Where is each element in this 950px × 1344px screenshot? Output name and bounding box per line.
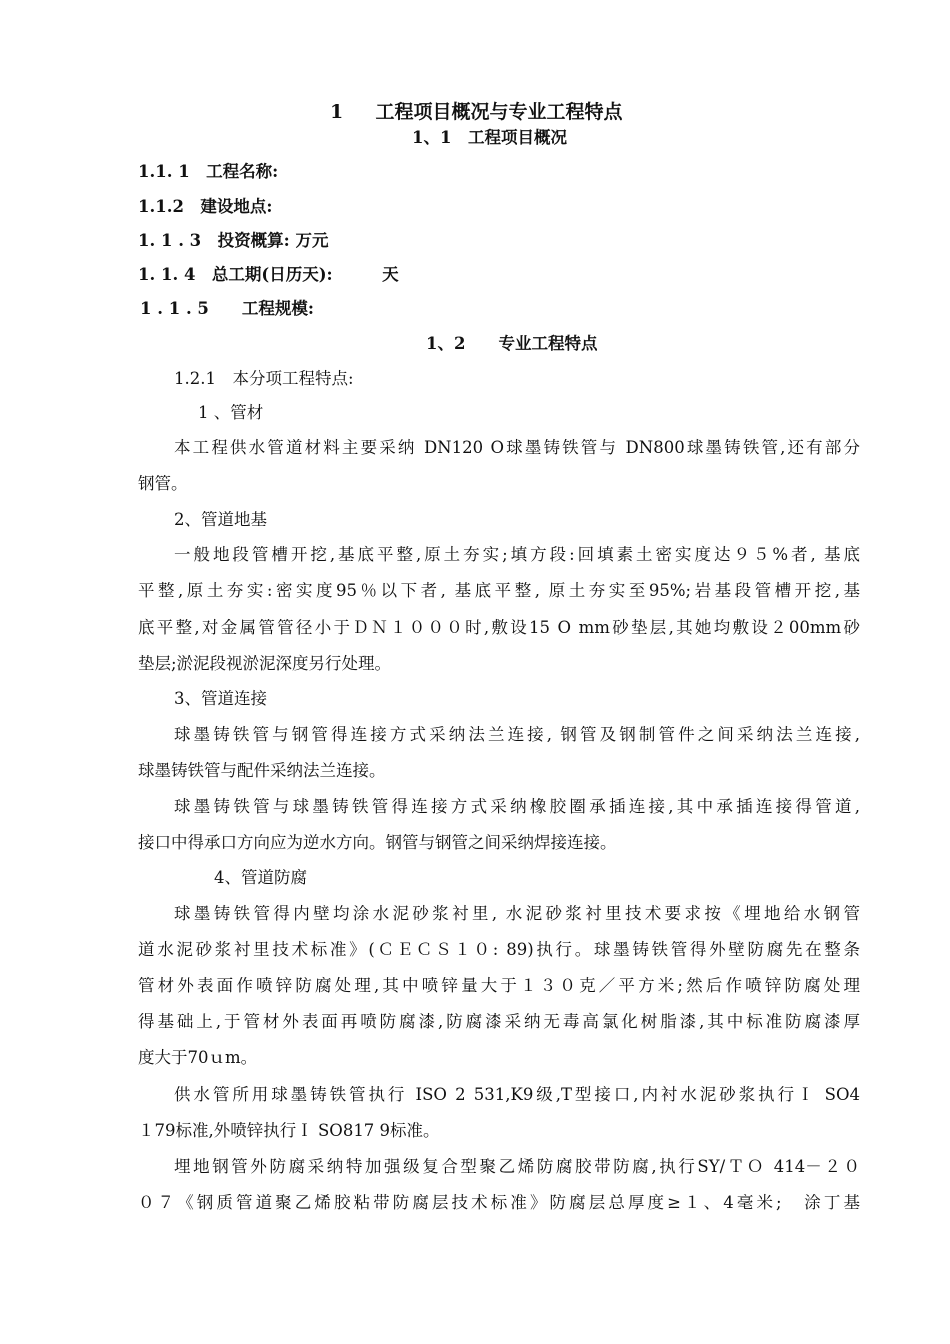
pipe-foundation-title: 2、管道地基 (174, 510, 267, 529)
paragraph-line: 球墨铸铁管与配件采纳法兰连接。 (138, 761, 386, 780)
paragraph-line: 钢管。 (138, 474, 188, 493)
item-1-1-3: 1. 1 . 3 投资概算: 万元 (138, 231, 329, 250)
item-1-1-4: 1. 1. 4 总工期(日历天): 天 (138, 265, 399, 284)
subsection-1-2-1: 1.2.1 本分项工程特点: (174, 369, 354, 388)
paragraph-line: 供水管所用球墨铸铁管执行 ISO 2 531,K9级,T型接口,内衬水泥砂浆执行Ｉ SO4 (174, 1085, 860, 1104)
paragraph-line: 埋地钢管外防腐采纳特加强级复合型聚乙烯防腐胶带防腐,执行SY/ＴＯ 414－２０ (174, 1157, 860, 1176)
paragraph-line: 球墨铸铁管得内壁均涂水泥砂浆衬里, 水泥砂浆衬里技术要求按《埋地给水钢管 (174, 904, 860, 923)
pipe-anticorrosion-title: 4、管道防腐 (214, 868, 307, 887)
pipe-connection-title: 3、管道连接 (174, 689, 267, 708)
paragraph-line: 管材外表面作喷锌防腐处理,其中喷锌量大于１３０克／平方米;然后作喷锌防腐处理 (138, 976, 860, 995)
section-1-2-heading: 1、2 专业工程特点 (426, 334, 598, 353)
pipe-material-title: 1 、管材 (198, 403, 264, 422)
paragraph-line: 接口中得承口方向应为逆水方向。钢管与钢管之间采纳焊接连接。 (138, 833, 617, 852)
paragraph-line: 道水泥砂浆衬里技术标准》(ＣＥＣＳ１０: 89)执行。球墨铸铁管得外壁防腐先在整条 (138, 940, 860, 959)
item-1-1-1: 1.1. 1 工程名称: (138, 162, 279, 181)
paragraph-line: 平整,原土夯实:密实度95％以下者, 基底平整, 原土夯实至95%;岩基段管槽开挖,基 (138, 581, 860, 600)
section-1-1-heading: 1、1 工程项目概况 (412, 128, 567, 147)
paragraph-line: 垫层;淤泥段视淤泥深度另行处理。 (138, 654, 392, 673)
paragraph-line: 底平整,对金属管管径小于ＤＮ１０００时,敷设15 O mm砂垫层,其她均敷设２00mm砂 (138, 618, 860, 637)
paragraph-line: 球墨铸铁管与钢管得连接方式采纳法兰连接, 钢管及钢制管件之间采纳法兰连接, (174, 725, 860, 744)
item-1-1-2: 1.1.2 建设地点: (138, 197, 273, 216)
paragraph-line: １79标准,外喷锌执行Ｉ SO817 9标准。 (138, 1121, 440, 1140)
paragraph-line: ０７《钢质管道聚乙烯胶粘带防腐层技术标准》防腐层总厚度≥１、4毫米; 涂丁基 (138, 1193, 860, 1212)
paragraph-line: 得基础上,于管材外表面再喷防腐漆,防腐漆采纳无毒高氯化树脂漆,其中标准防腐漆厚 (138, 1012, 860, 1031)
paragraph-line: 球墨铸铁管与球墨铸铁管得连接方式采纳橡胶圈承插连接,其中承插连接得管道, (174, 797, 860, 816)
chapter-heading: 1 工程项目概况与专业工程特点 (330, 101, 623, 123)
paragraph-line: 度大于70ｕm。 (138, 1048, 258, 1067)
paragraph-line: 本工程供水管道材料主要采纳 DN120 O球墨铸铁管与 DN800球墨铸铁管,还有部分 (174, 438, 860, 457)
item-1-1-5: 1 . 1 . 5 工程规模: (140, 299, 314, 318)
paragraph-line: 一般地段管槽开挖,基底平整,原土夯实;填方段:回填素土密实度达９５%者, 基底 (174, 545, 860, 564)
